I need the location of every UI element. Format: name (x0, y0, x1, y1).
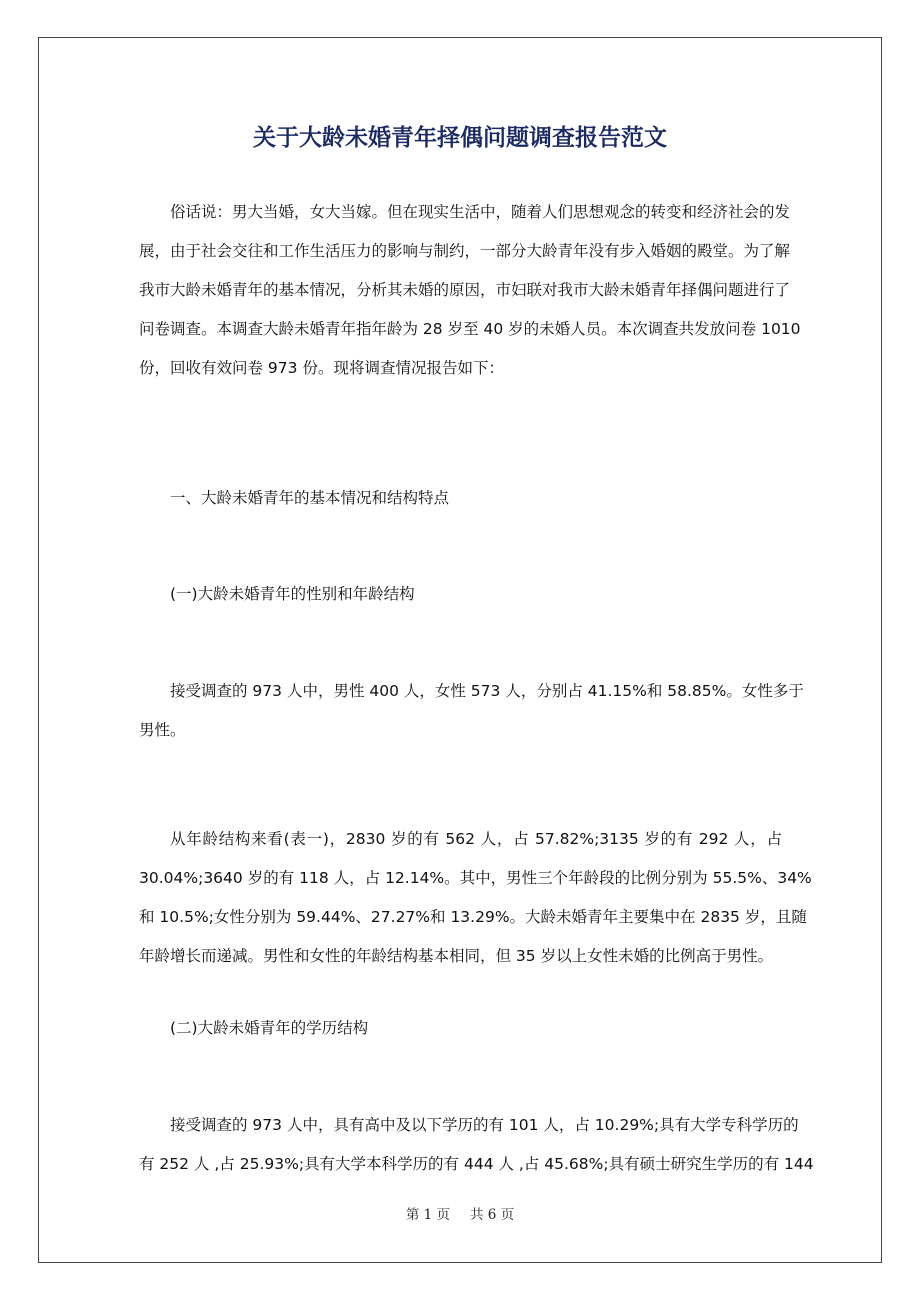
age-paragraph (139, 820, 812, 976)
page-total: 共 6 页 (470, 1207, 515, 1223)
intro-line: 展，由于社会交往和工作生活压力的影响与制约，一部分大龄青年没有步入婚姻的殿堂。为了解 (139, 242, 791, 260)
page-footer (0, 1204, 920, 1226)
subsection-heading-gender-age: (一)大龄未婚青年的性别和年龄结构 (170, 585, 415, 603)
intro-line: 份，回收有效问卷 973 份。现将调查情况报告如下： (139, 359, 504, 377)
section-heading-basic-info: 一、大龄未婚青年的基本情况和结构特点 (170, 489, 450, 507)
intro-line: 问卷调查。本调查大龄未婚青年指年龄为 28 岁至 40 岁的未婚人员。本次调查共发放问卷 1010 (139, 320, 801, 338)
age-line: 30.04%;3640 岁的有 118 人，占 12.14%。其中，男性三个年龄段的比例分别为 55.5%、34% (139, 869, 812, 887)
gender-line: 男性。 (139, 721, 186, 739)
intro-line: 我市大龄未婚青年的基本情况，分析其未婚的原因，市妇联对我市大龄未婚青年择偶问题进行了 (139, 281, 791, 299)
gender-paragraph (139, 672, 804, 750)
intro-line: 俗话说：男大当婚，女大当嫁。但在现实生活中，随着人们思想观念的转变和经济社会的发 (170, 203, 791, 221)
gender-line: 接受调查的 973 人中，男性 400 人，女性 573 人，分别占 41.15%和 58.85%。女性多于 (170, 682, 804, 700)
document-title: 关于大龄未婚青年择偶问题调查报告范文 (253, 125, 667, 151)
subsection-heading-education: (二)大龄未婚青年的学历结构 (170, 1019, 369, 1037)
intro-paragraph (139, 193, 801, 388)
age-line: 年龄增长而递减。男性和女性的年龄结构基本相同，但 35 岁以上女性未婚的比例高于男性。 (139, 947, 774, 965)
age-line: 从年龄结构来看(表一)，2830 岁的有 562 人，占 57.82%;3135 岁的有 292 人，占 (170, 830, 782, 848)
age-line: 和 10.5%;女性分别为 59.44%、27.27%和 13.29%。大龄未婚青年主要集中在 2835 岁，且随 (139, 908, 807, 926)
education-line: 接受调查的 973 人中，具有高中及以下学历的有 101 人，占 10.29%;具有大学专科学历的 (170, 1116, 799, 1134)
education-paragraph (139, 1106, 814, 1184)
page-number: 第 1 页 (405, 1207, 450, 1223)
education-line: 有 252 人 ,占 25.93%;具有大学本科学历的有 444 人 ,占 45.68%;具有硕士研究生学历的有 144 (139, 1155, 814, 1173)
